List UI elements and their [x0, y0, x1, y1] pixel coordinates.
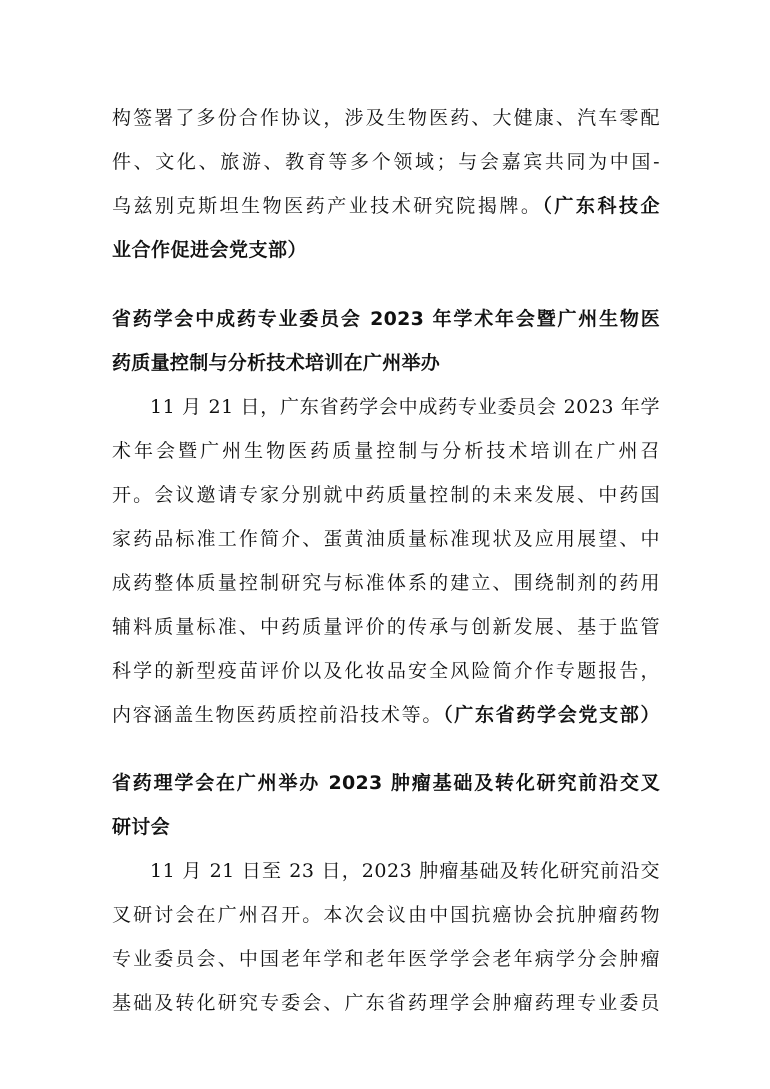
article-title: 省药学会中成药专业委员会 2023 年学术年会暨广州生物医	[112, 308, 660, 330]
paragraph-text: 乌兹别克斯坦生物医药产业技术研究院揭牌。	[112, 195, 543, 217]
paragraph-line: 辅料质量标准、中药质量评价的传承与创新发展、基于监管	[112, 616, 660, 638]
paragraph-line: 叉研讨会在广州召开。本次会议由中国抗癌协会抗肿瘤药物	[112, 904, 660, 926]
paragraph-line: 科学的新型疫苗评价以及化妆品安全风险简介作专题报告，	[112, 660, 660, 682]
paragraph-line: 件、文化、旅游、教育等多个领域；与会嘉宾共同为中国-	[112, 151, 660, 173]
paragraph-line: 基础及转化研究专委会、广东省药理学会肿瘤药理专业委员	[112, 992, 660, 1014]
paragraph-text: 内容涵盖生物医药质控前沿技术等。	[112, 704, 444, 726]
source-attribution: （广东科技企	[542, 195, 660, 217]
paragraph-line: 成药整体质量控制研究与标准体系的建立、围绕制剂的药用	[112, 572, 660, 594]
paragraph-line: 开。会议邀请专家分别就中药质量控制的未来发展、中药国	[112, 484, 660, 506]
paragraph-line: 11 月 21 日，广东省药学会中成药专业委员会 2023 年学	[150, 396, 660, 418]
source-attribution: 业合作促进会党支部）	[112, 239, 308, 261]
paragraph-line: 构签署了多份合作协议，涉及生物医药、大健康、汽车零配	[112, 107, 660, 129]
article-title: 省药理学会在广州举办 2023 肿瘤基础及转化研究前沿交叉	[112, 772, 660, 794]
source-attribution: （广东省药学会党支部）	[443, 704, 660, 726]
paragraph-line: 11 月 21 日至 23 日，2023 肿瘤基础及转化研究前沿交	[150, 860, 660, 882]
paragraph-line: 家药品标准工作简介、蛋黄油质量标准现状及应用展望、中	[112, 528, 660, 550]
paragraph-line	[112, 695, 660, 735]
article-title: 药质量控制与分析技术培训在广州举办	[112, 352, 441, 374]
article-title: 研讨会	[112, 816, 170, 838]
paragraph-line: 术年会暨广州生物医药质量控制与分析技术培训在广州召	[112, 440, 660, 462]
paragraph-line: 专业委员会、中国老年学和老年医学学会老年病学分会肿瘤	[112, 948, 660, 970]
paragraph-line	[112, 186, 660, 226]
